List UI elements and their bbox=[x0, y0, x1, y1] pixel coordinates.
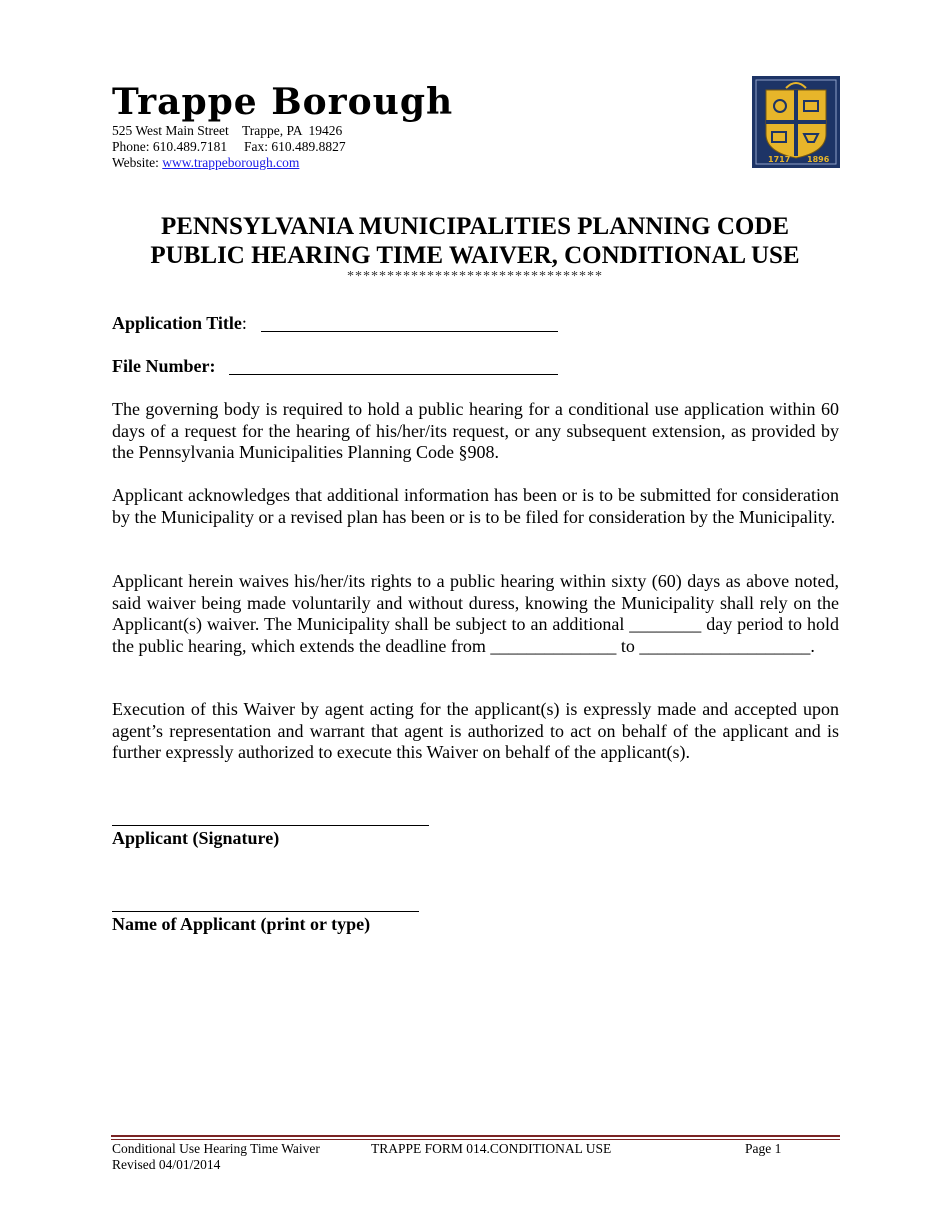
paragraph-waiver: Applicant herein waives his/her/its rights to a public hearing within sixty (60) days as above noted, said waiver being made voluntarily and without duress, knowing the Municipality shall rely on the Applicant(s) waiver. The Municipality shall be subject to an additional ________ day period to hold the public hearing, which extends the deadline from ______________ to ___________________. bbox=[112, 571, 839, 656]
paragraph-acknowledgement: Applicant acknowledges that additional information has been or is to be submitted for consideration by the Municipality or a revised plan has been or is to be filed for consideration by the Municipality. bbox=[112, 485, 839, 527]
footer-revision-date: Revised 04/01/2014 bbox=[112, 1157, 221, 1172]
document-heading-line1: PENNSYLVANIA MUNICIPALITIES PLANNING CODE bbox=[160, 213, 790, 240]
seal-year-right: 1896 bbox=[807, 155, 830, 164]
borough-name: Trappe Borough bbox=[112, 81, 454, 123]
file-number-label: File Number: bbox=[112, 356, 216, 376]
footer-page-number: Page 1 bbox=[745, 1141, 782, 1156]
file-number-row bbox=[112, 356, 215, 377]
paragraph-hearing-requirement: The governing body is required to hold a public hearing for a conditional use application within 60 days of a request for the hearing of his/her/its request, or any subsequent extension, as provided by the Pennsylvania Municipalities Planning Code §908. bbox=[112, 399, 839, 462]
website-label: Website: bbox=[112, 155, 163, 170]
street-address: 525 West Main Street Trappe, PA 19426 bbox=[112, 123, 343, 138]
website-link[interactable]: www.trappeborough.com bbox=[162, 155, 300, 170]
document-heading-line2: PUBLIC HEARING TIME WAIVER, CONDITIONAL USE bbox=[150, 242, 800, 269]
seal-year-left: 1717 bbox=[768, 155, 791, 164]
application-title-field[interactable] bbox=[261, 331, 558, 332]
footer-rule-bottom bbox=[111, 1139, 840, 1140]
borough-seal bbox=[752, 76, 840, 168]
applicant-name-label: Name of Applicant (print or type) bbox=[112, 914, 371, 934]
phone-fax: Phone: 610.489.7181 Fax: 610.489.8827 bbox=[112, 139, 346, 154]
file-number-field[interactable] bbox=[229, 374, 558, 375]
application-title-label: Application Title bbox=[112, 313, 242, 333]
footer-rule-top bbox=[111, 1135, 840, 1137]
signature-label: Applicant (Signature) bbox=[112, 828, 280, 848]
signature-field[interactable] bbox=[112, 825, 429, 826]
website-row bbox=[112, 155, 299, 171]
heading-divider: ******************************** bbox=[347, 269, 603, 284]
footer-form-name: Conditional Use Hearing Time Waiver bbox=[112, 1141, 320, 1156]
footer-form-code: TRAPPE FORM 014.CONDITIONAL USE bbox=[371, 1141, 612, 1156]
applicant-name-field[interactable] bbox=[112, 911, 419, 912]
application-title-row: Application Title: bbox=[112, 313, 247, 333]
paragraph-agent-execution: Execution of this Waiver by agent acting for the applicant(s) is expressly made and accepted upon agent’s representation and warrant that agent is authorized to act on behalf of the applicant and is further expressly authorized to execute this Waiver on behalf of the applicant(s). bbox=[112, 699, 839, 762]
